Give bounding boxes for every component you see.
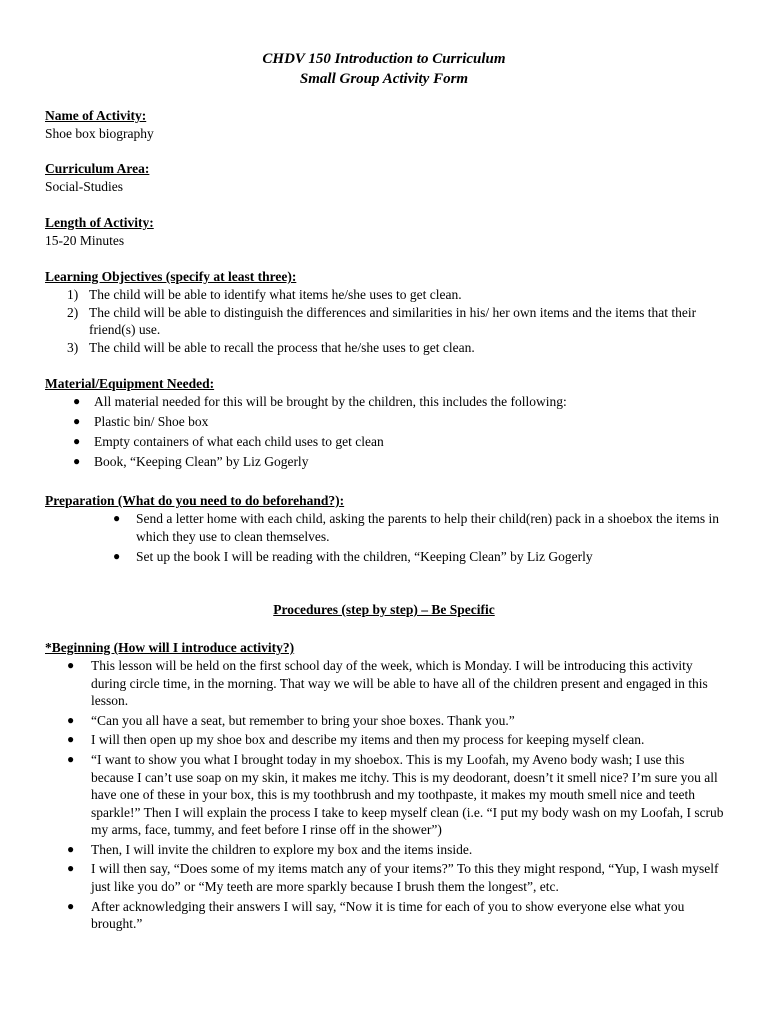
name-of-activity-value: Shoe box biography [45,126,154,141]
bullet-icon: ● [67,752,75,767]
curriculum-area-section [45,160,725,196]
objective-text: The child will be able to identify what items he/she uses to get clean. [89,287,462,302]
preparation-list [45,510,725,565]
beginning-item [45,898,725,933]
objective-item [45,304,725,339]
beginning-item [45,657,725,710]
document-title: CHDV 150 Introduction to Curriculum [262,51,506,67]
materials-item-text: All material needed for this will be brought by the children, this includes the following: [94,394,567,409]
materials-section [45,375,725,473]
bullet-icon: ● [67,841,75,856]
bullet-icon: ● [73,394,81,408]
beginning-item [45,731,725,749]
objective-text: The child will be able to distinguish the differences and similarities in his/ her own items and the items that their friend(s) use. [89,304,697,337]
beginning-item-text: Then, I will invite the children to explore my box and the items inside. [91,841,473,857]
bullet-icon: ● [73,434,81,448]
materials-item [45,453,725,471]
curriculum-area-heading: Curriculum Area: [45,161,150,176]
length-of-activity-value: 15-20 Minutes [45,233,125,248]
beginning-item-text: I will then say, “Does some of my items match any of your items?” To this they might respond, “Yup, I wash myself just like you do” or “My teeth are more sparkly because I brush them the longest”, etc. [91,861,719,894]
beginning-heading: *Beginning (How will I introduce activity?) [45,640,295,655]
materials-list [45,393,725,471]
materials-item [45,433,725,451]
bullet-icon: ● [67,712,75,727]
objective-item [45,339,725,357]
beginning-item [45,712,725,730]
materials-item-text: Plastic bin/ Shoe box [94,414,209,429]
beginning-item-text: After acknowledging their answers I will say, “Now it is time for each of you to show everyone else what you brought.” [91,898,685,932]
materials-item-text: Empty containers of what each child uses to get clean [94,434,384,449]
name-of-activity-section [45,107,725,143]
learning-objectives-heading: Learning Objectives (specify at least three): [45,269,297,284]
preparation-heading: Preparation (What do you need to do beforehand?): [45,493,345,508]
materials-heading: Material/Equipment Needed: [45,376,215,391]
name-of-activity-heading: Name of Activity: [45,108,147,123]
learning-objectives-section [45,268,725,356]
length-of-activity-heading: Length of Activity: [45,215,154,230]
beginning-section [45,639,725,935]
bullet-icon: ● [73,454,81,468]
curriculum-area-value: Social-Studies [45,179,123,194]
beginning-item-text: “Can you all have a seat, but remember to bring your shoe boxes. Thank you.” [91,712,515,728]
preparation-section [45,492,725,568]
objective-number: 3) [67,339,79,355]
beginning-item-text: I will then open up my shoe box and describe my items and then my process for keeping myself clean. [91,732,645,748]
materials-item [45,413,725,431]
preparation-item [45,510,725,545]
bullet-icon: ● [67,861,75,876]
bullet-icon: ● [67,898,75,913]
preparation-item-text: Send a letter home with each child, asking the parents to help their child(ren) pack in a shoebox the items in which they use to clean themselves. [136,511,719,544]
preparation-item-text: Set up the book I will be reading with the children, “Keeping Clean” by Liz Gogerly [136,548,593,564]
materials-item-text: Book, “Keeping Clean” by Liz Gogerly [94,454,309,469]
bullet-icon: ● [113,511,121,525]
materials-item [45,393,725,411]
beginning-list [45,657,725,933]
beginning-item-text: This lesson will be held on the first school day of the week, which is Monday. I will be introducing this activity during circle time, in the morning. That way we will be able to have all of the children present and engaged in this lesson. [91,658,708,708]
bullet-icon: ● [73,414,81,428]
objective-item [45,286,725,304]
document-header [0,49,768,89]
objective-number: 2) [67,304,79,320]
learning-objectives-list [45,286,725,356]
bullet-icon: ● [67,732,75,747]
bullet-icon: ● [67,658,75,672]
procedures-heading: Procedures (step by step) – Be Specific [273,602,495,617]
beginning-item [45,860,725,895]
preparation-item [45,548,725,566]
beginning-item-text: “I want to show you what I brought today in my shoebox. This is my Loofah, my Aveno body wash; I use this because I can’t use soap on my skin, it makes me itchy. This is my deodorant, doesn’t it smell nice? I’m sure you all have one of these in your box, this is my toothbrush and my toothpaste, it makes my mouth smell nice and teeth sparkle!” Then I will explain the process I take to keep myself clean (i.e. “I put my body wash on my Loofah, I scrub my arms, face, tummy, and feet before I rinse off in the shower”) [91,752,724,838]
beginning-item [45,751,725,839]
document-subtitle: Small Group Activity Form [299,71,469,87]
objective-text: The child will be able to recall the process that he/she uses to get clean. [89,339,475,355]
bullet-icon: ● [113,548,121,563]
length-of-activity-section [45,214,725,250]
objective-number: 1) [67,287,79,302]
beginning-item [45,841,725,859]
